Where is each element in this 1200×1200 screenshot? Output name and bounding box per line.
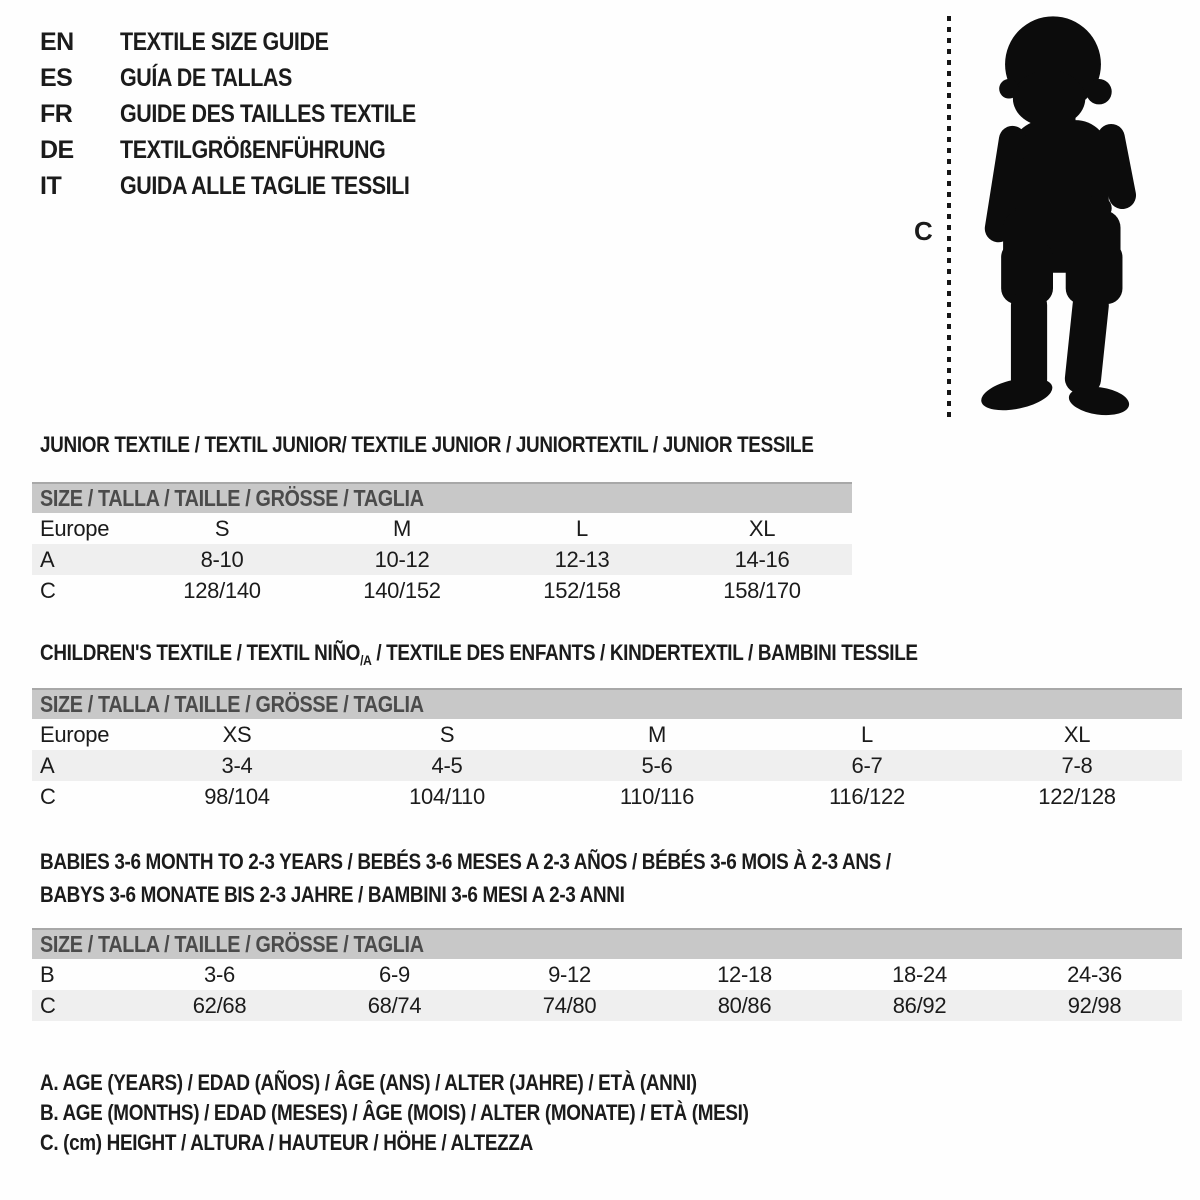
column-header: M: [647, 721, 667, 747]
region-label: Europe: [40, 515, 110, 541]
table-cell: 158/170: [723, 577, 801, 603]
table-cell: 116/122: [829, 783, 905, 809]
children-title-text: CHILDREN'S TEXTILE / TEXTIL NIÑO: [40, 640, 361, 665]
table-cell: 7-8: [1061, 752, 1093, 778]
children-section-title: [40, 640, 918, 668]
column-header: M: [392, 515, 412, 541]
children-size-table: [32, 688, 1182, 812]
babies-title-line2: BABYS 3-6 MONATE BIS 2-3 JAHRE / BAMBINI 3-6 MESI A 2-3 ANNI: [40, 882, 625, 907]
table-row-age: [32, 750, 1182, 781]
lang-label: GUIDA ALLE TAGLIE TESSILI: [120, 171, 410, 200]
column-header: XL: [1063, 721, 1091, 747]
row-label: A: [40, 546, 55, 572]
lang-label: GUÍA DE TALLAS: [120, 63, 292, 92]
table-cell: 3-4: [221, 752, 253, 778]
column-header: S: [214, 515, 230, 541]
lang-row-it: [40, 168, 464, 204]
table-cell: 3-6: [204, 961, 235, 987]
size-header-label: SIZE / TALLA / TAILLE / GRÖSSE / TAGLIA: [40, 931, 424, 957]
table-cell: 24-36: [1067, 961, 1122, 987]
table-row-height: [32, 781, 1182, 812]
table-cell: 140/152: [363, 577, 441, 603]
table-row-age: [32, 544, 852, 575]
lang-code: ES: [40, 63, 73, 92]
junior-size-table: [32, 482, 852, 606]
table-cell: 5-6: [641, 752, 673, 778]
table-cell: 98/104: [204, 783, 270, 809]
babies-title-line1: BABIES 3-6 MONTH TO 2-3 YEARS / BEBÉS 3-6 MESES A 2-3 AÑOS / BÉBÉS 3-6 MOIS À 2-3 ANS /: [40, 849, 891, 874]
language-list: [40, 24, 464, 204]
lang-row-en: [40, 24, 464, 60]
size-header-bar: [32, 688, 1182, 719]
table-cell: 6-9: [379, 961, 410, 987]
table-cell: 80/86: [717, 992, 772, 1018]
legend-line-a: A. AGE (YEARS) / EDAD (AÑOS) / ÂGE (ANS) / ALTER (JAHRE) / ETÀ (ANNI): [40, 1070, 697, 1095]
row-label: C: [40, 783, 56, 809]
lang-row-es: [40, 60, 464, 96]
row-label: C: [40, 992, 56, 1018]
lang-code: DE: [40, 135, 74, 164]
table-cell: 122/128: [1038, 783, 1116, 809]
height-measure-label: C: [914, 216, 933, 246]
legend-line-c: C. (cm) HEIGHT / ALTURA / HAUTEUR / HÖHE / ALTEZZA: [40, 1130, 533, 1155]
region-label: Europe: [40, 721, 110, 747]
size-header-bar: [32, 928, 1182, 959]
table-cell: 104/110: [409, 783, 485, 809]
size-header-label: SIZE / TALLA / TAILLE / GRÖSSE / TAGLIA: [40, 485, 424, 511]
table-cell: 86/92: [892, 992, 947, 1018]
children-title-subscript: /A: [360, 652, 372, 668]
table-cell: 110/116: [619, 783, 695, 809]
junior-section-title: JUNIOR TEXTILE / TEXTIL JUNIOR/ TEXTILE JUNIOR / JUNIORTEXTIL / JUNIOR TESSILE: [40, 432, 814, 457]
size-header-label: SIZE / TALLA / TAILLE / GRÖSSE / TAGLIA: [40, 691, 424, 717]
lang-row-fr: [40, 96, 464, 132]
toddler-silhouette-icon: [962, 10, 1144, 420]
table-cell: 12-13: [554, 546, 610, 572]
column-header: XS: [222, 721, 252, 747]
row-label: C: [40, 577, 56, 603]
row-label: B: [40, 961, 55, 987]
table-cell: 9-12: [548, 961, 591, 987]
table-cell: 18-24: [892, 961, 947, 987]
babies-section-title: [40, 845, 891, 911]
table-cell: 92/98: [1067, 992, 1122, 1018]
table-row-age-months: [32, 959, 1182, 990]
table-cell: 10-12: [374, 546, 430, 572]
column-header: L: [861, 721, 873, 747]
table-cell: 12-18: [717, 961, 772, 987]
table-cell: 4-5: [431, 752, 463, 778]
table-cell: 68/74: [367, 992, 422, 1018]
size-header-bar: [32, 482, 852, 513]
lang-row-de: [40, 132, 464, 168]
table-row-height: [32, 990, 1182, 1021]
children-title-text: / TEXTILE DES ENFANTS / KINDERTEXTIL / BAMBINI TESSILE: [371, 640, 918, 665]
column-header: XL: [748, 515, 776, 541]
row-label: A: [40, 752, 55, 778]
table-cell: 14-16: [734, 546, 790, 572]
table-row-height: [32, 575, 852, 606]
height-dashed-line: [947, 16, 951, 418]
lang-code: IT: [40, 171, 62, 200]
babies-size-table: [32, 928, 1182, 1021]
table-cell: 74/80: [542, 992, 597, 1018]
column-header-row: [32, 719, 1182, 750]
table-cell: 8-10: [200, 546, 244, 572]
table-cell: 62/68: [192, 992, 247, 1018]
table-cell: 6-7: [851, 752, 883, 778]
legend-line-b: B. AGE (MONTHS) / EDAD (MESES) / ÂGE (MOIS) / ALTER (MONATE) / ETÀ (MESI): [40, 1100, 749, 1125]
lang-code: FR: [40, 99, 73, 128]
column-header: L: [576, 515, 588, 541]
lang-label: TEXTILGRÖßENFÜHRUNG: [120, 135, 386, 164]
table-cell: 128/140: [183, 577, 261, 603]
lang-code: EN: [40, 27, 74, 56]
column-header-row: [32, 513, 852, 544]
column-header: S: [439, 721, 455, 747]
measure-legend: [40, 1068, 864, 1158]
lang-label: TEXTILE SIZE GUIDE: [120, 27, 329, 56]
lang-label: GUIDE DES TAILLES TEXTILE: [120, 99, 416, 128]
table-cell: 152/158: [543, 577, 621, 603]
